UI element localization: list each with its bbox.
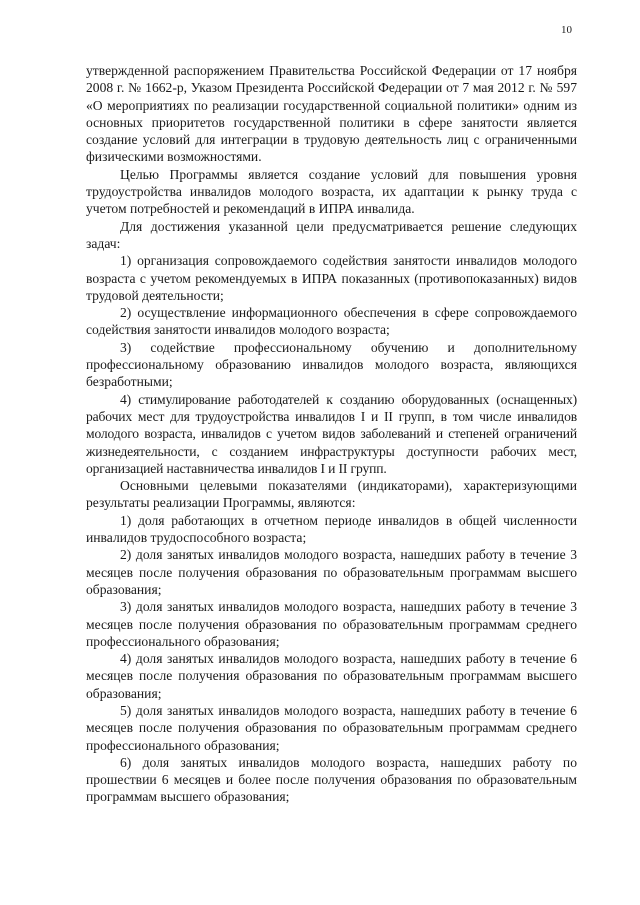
document-body [86, 62, 577, 806]
indicator-item-1: 1) доля работающих в отчетном периоде инвалидов в общей численности инвалидов трудоспособного возраста; [86, 512, 577, 546]
task-item-3: 3) содействие профессиональному обучению и дополнительному профессиональному образованию инвалидов молодого возраста, являющихся безработными; [86, 339, 577, 390]
task-item-4: 4) стимулирование работодателей к созданию оборудованных (оснащенных) рабочих мест для трудоустройства инвалидов I и II групп, в том числе инвалидов молодого возраста, инвалидов с учетом видов заболеваний и степеней ограничений жизнедеятельности, с созданием инфраструктуры доступности рабочих мест, организацией наставничества инвалидов I и II групп. [86, 391, 577, 476]
indicator-item-5: 5) доля занятых инвалидов молодого возраста, нашедших работу в течение 6 месяцев после получения образования по образовательным программам среднего профессионального образования; [86, 702, 577, 753]
paragraph-tasks-intro: Для достижения указанной цели предусматривается решение следующих задач: [86, 218, 577, 251]
indicator-item-6: 6) доля занятых инвалидов молодого возраста, нашедших работу по прошествии 6 месяцев и более после получения образования по образовательным программам высшего образования; [86, 754, 577, 805]
task-item-2: 2) осуществление информационного обеспечения в сфере сопровождаемого содействия занятости инвалидов молодого возраста; [86, 305, 577, 338]
paragraph-program-goal: Целью Программы является создание условий для повышения уровня трудоустройства инвалидов молодого возраста, их адаптации к рынку труда с учетом потребностей и рекомендаций в ИПРА инвалида. [86, 166, 577, 217]
indicator-item-3: 3) доля занятых инвалидов молодого возраста, нашедших работу в течение 3 месяцев после получения образования по образовательным программам среднего профессионального образования; [86, 599, 577, 649]
paragraph-indicators-intro: Основными целевыми показателями (индикаторами), характеризующими результаты реализации Программы, являются: [86, 478, 577, 511]
paragraph-intro-continuation: утвержденной распоряжением Правительства Российской Федерации от 17 ноября 2008 г. № 1662-р, Указом Президента Российской Федерации от 7 мая 2012 г. № 597 «О мероприятиях по реализации государственной социальной политики» одним из основных приоритетов государственной политики в сфере занятости является создание условий для интеграции в трудовую деятельность лиц с ограниченными физическими возможностями. [86, 63, 577, 165]
indicator-item-2: 2) доля занятых инвалидов молодого возраста, нашедших работу в течение 3 месяцев после получения образования по образовательным программам высшего образования; [86, 547, 577, 597]
indicator-item-4: 4) доля занятых инвалидов молодого возраста, нашедших работу в течение 6 месяцев после получения образования по образовательным программам высшего образования; [86, 651, 577, 701]
task-item-1: 1) организация сопровождаемого содействия занятости инвалидов молодого возраста с учетом рекомендуемых в ИПРА показанных (противопоказанных) видов трудовой деятельности; [86, 253, 577, 303]
page-number: 10 [561, 24, 572, 36]
